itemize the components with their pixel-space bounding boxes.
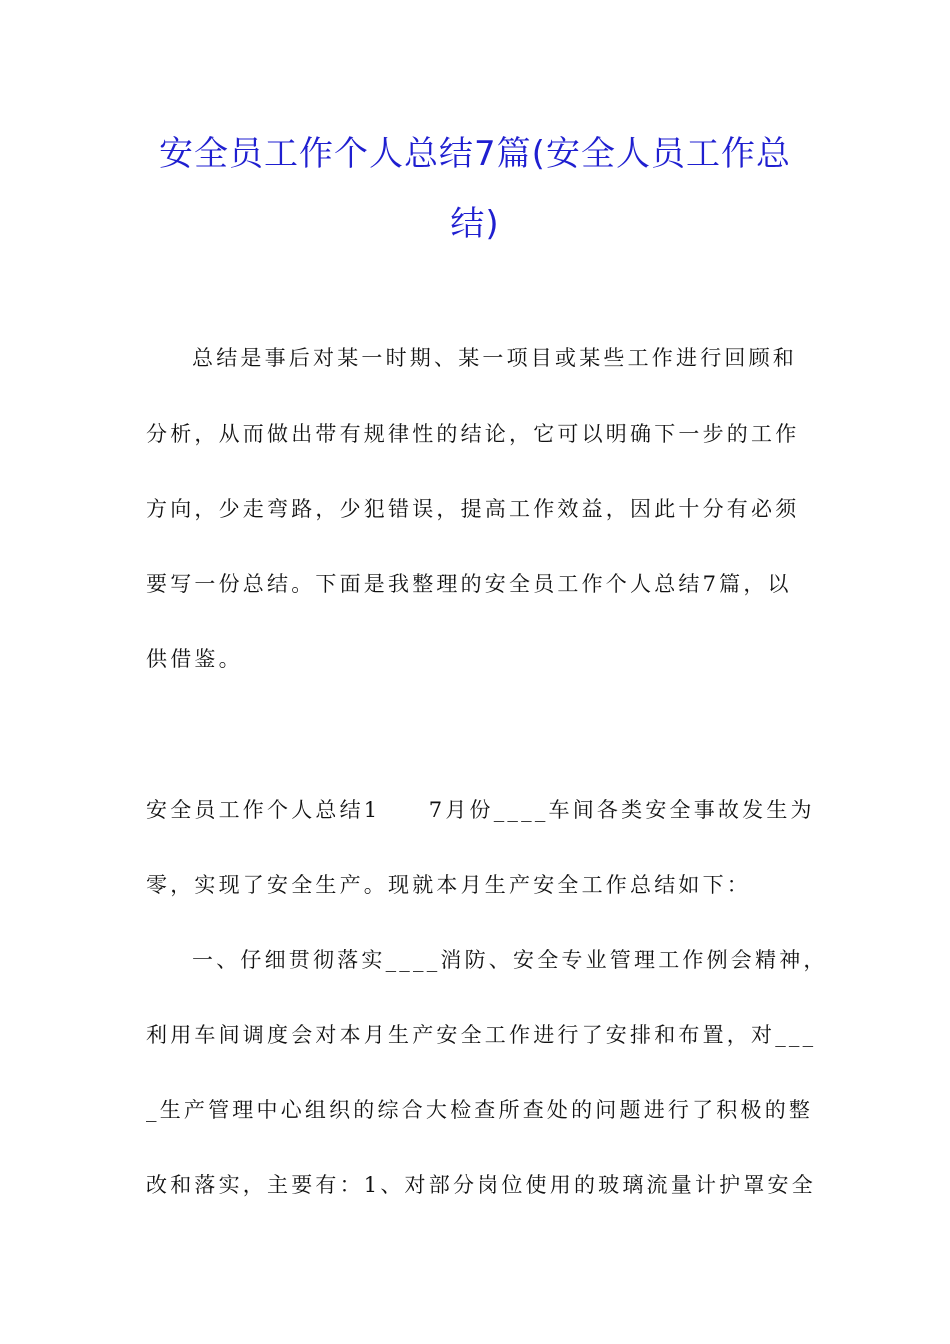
intro-line-5: 供借鉴。 (146, 647, 243, 671)
section1-line-4: 利用车间调度会对本月生产安全工作进行了安排和布置，对___ (146, 1023, 817, 1047)
intro-line-4: 要写一份总结。下面是我整理的安全员工作个人总结7篇，以 (146, 572, 792, 596)
document-title-line-2: 结) (450, 204, 500, 244)
intro-line-3: 方向，少走弯路，少犯错误，提高工作效益，因此十分有必须 (146, 497, 800, 521)
section1-line-6: 改和落实，主要有：1、对部分岗位使用的玻璃流量计护罩安全 (146, 1173, 816, 1197)
section1-line-1: 安全员工作个人总结1 7月份____车间各类安全事故发生为 (146, 798, 815, 822)
section1-line-3: 一、仔细贯彻落实____消防、安全专业管理工作例会精神， (192, 948, 828, 972)
intro-line-1: 总结是事后对某一时期、某一项目或某些工作进行回顾和 (192, 346, 797, 370)
section1-line-5: _生产管理中心组织的综合大检查所查处的问题进行了积极的整 (146, 1098, 814, 1122)
intro-line-2: 分析，从而做出带有规律性的结论，它可以明确下一步的工作 (146, 422, 800, 446)
document-title-line-1: 安全员工作个人总结7篇(安全人员工作总 (159, 134, 791, 174)
section1-line-2: 零，实现了安全生产。现就本月生产安全工作总结如下： (146, 873, 751, 897)
